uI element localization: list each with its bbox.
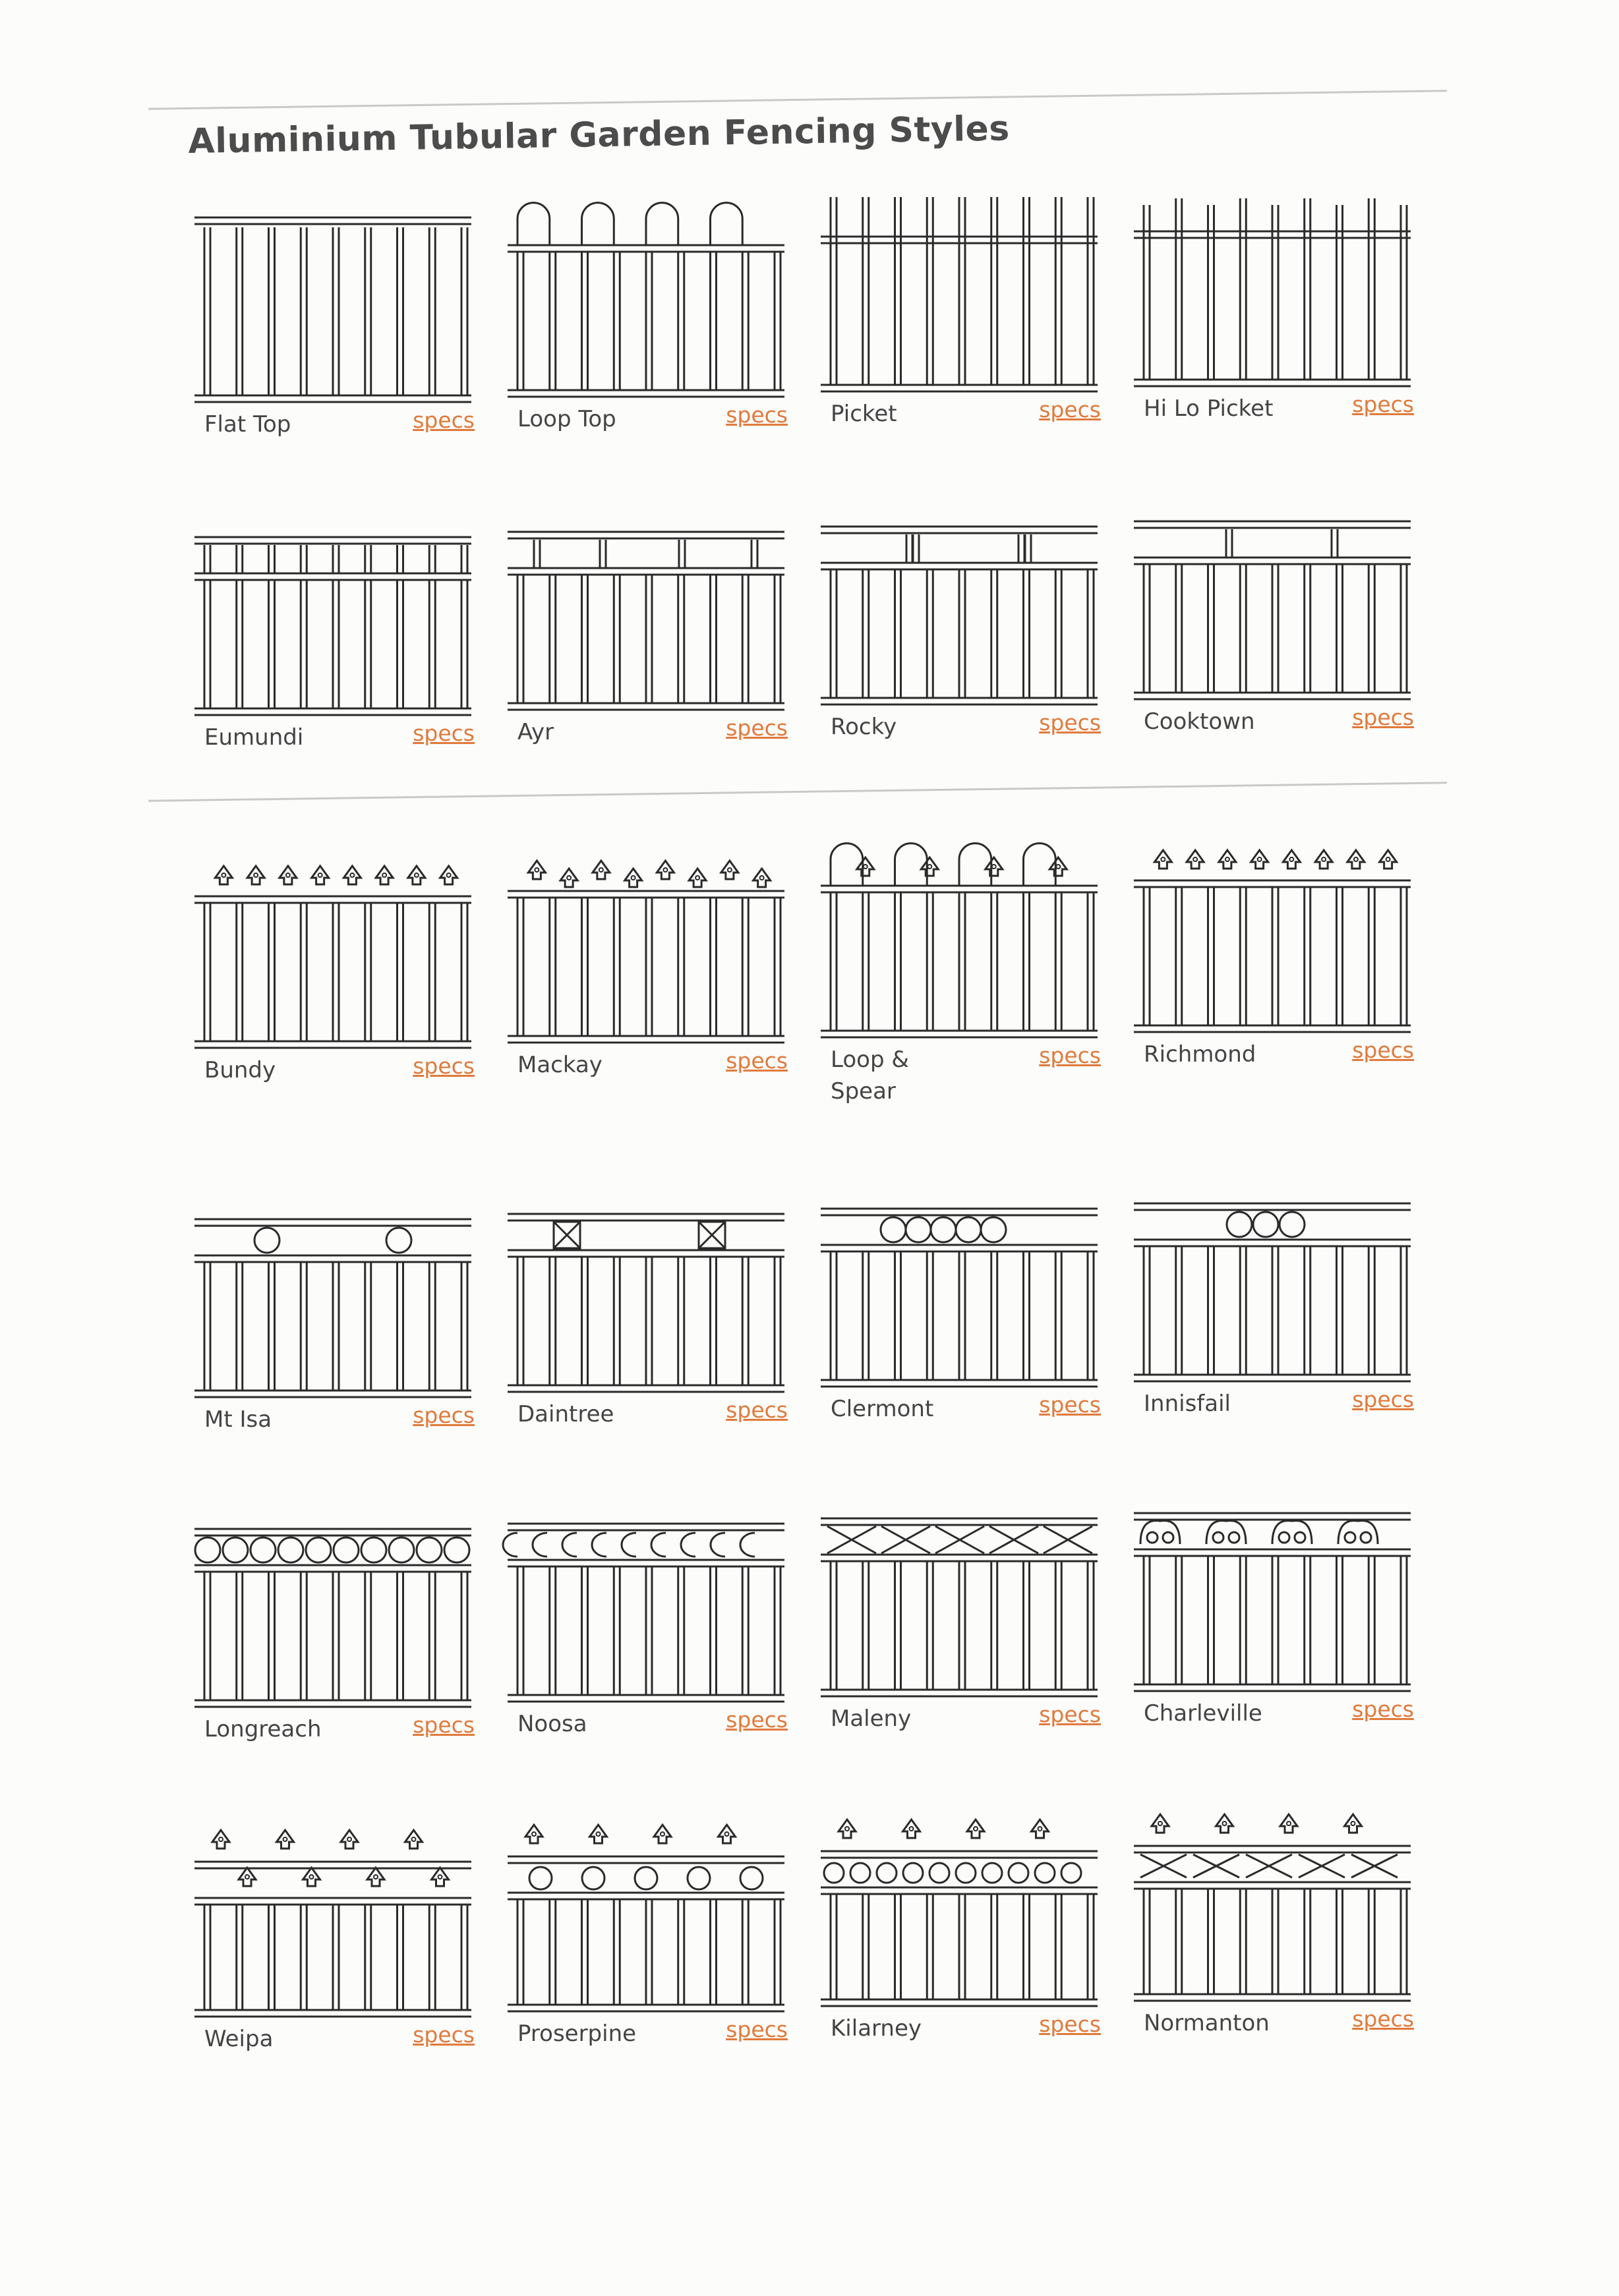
fence-style-name: Weipa	[204, 2026, 274, 2052]
specs-link[interactable]: specs	[1039, 1702, 1101, 1727]
mt-isa-icon	[191, 1186, 475, 1397]
fence-style-card	[191, 504, 481, 788]
hi-lo-picket-icon	[1131, 175, 1414, 386]
fence-style-card	[1131, 175, 1421, 459]
weipa-icon	[191, 1806, 475, 2017]
fence-style-name: Normanton	[1144, 2010, 1270, 2036]
fence-style-name: Bundy	[204, 1057, 276, 1083]
specs-link[interactable]: specs	[1039, 1043, 1101, 1068]
fence-style-name: Picket	[831, 401, 897, 427]
fence-style-card	[504, 499, 794, 782]
clermont-icon	[817, 1176, 1101, 1387]
specs-link[interactable]: specs	[413, 407, 475, 433]
specs-link[interactable]: specs	[1352, 2006, 1414, 2032]
fence-style-card	[191, 837, 481, 1120]
fence-style-name: Kilarney	[831, 2015, 922, 2042]
fence-style-card	[504, 1181, 794, 1464]
fence-style-name: Cooktown	[1144, 708, 1255, 735]
specs-link[interactable]: specs	[1039, 1392, 1101, 1418]
specs-link[interactable]: specs	[726, 715, 788, 741]
fence-style-name: Innisfail	[1144, 1391, 1231, 1417]
fence-style-card	[1131, 1790, 1421, 2073]
specs-link[interactable]: specs	[413, 1053, 475, 1079]
specs-link[interactable]: specs	[1352, 1387, 1414, 1412]
fence-style-card	[1131, 821, 1421, 1105]
specs-link[interactable]: specs	[1352, 391, 1414, 417]
specs-link[interactable]: specs	[413, 2022, 475, 2048]
fence-style-card	[817, 181, 1107, 464]
fence-style-name: Loop Top	[517, 406, 616, 432]
fence-style-card	[1131, 488, 1421, 772]
rocky-icon	[817, 494, 1101, 704]
innisfail-icon	[1131, 1170, 1414, 1381]
fence-style-name: Rocky	[831, 714, 897, 740]
ayr-icon	[504, 499, 788, 710]
specs-link[interactable]: specs	[1039, 397, 1101, 422]
fence-style-card	[817, 1795, 1107, 2079]
fence-style-card	[817, 826, 1107, 1110]
specs-link[interactable]: specs	[413, 1402, 475, 1428]
specs-link[interactable]: specs	[726, 402, 788, 428]
specs-link[interactable]: specs	[413, 1712, 475, 1738]
richmond-icon	[1131, 821, 1414, 1032]
fence-style-name: Mackay	[517, 1052, 603, 1078]
fence-style-card	[504, 832, 794, 1115]
eumundi-icon	[191, 504, 475, 715]
normanton-icon	[1131, 1790, 1414, 2001]
specs-link[interactable]: specs	[1039, 2011, 1101, 2037]
fence-style-name: Flat Top	[204, 411, 291, 438]
loop-spear-icon	[817, 826, 1101, 1037]
fence-style-card	[191, 1806, 481, 2089]
fence-style-card	[817, 1176, 1107, 1459]
fence-style-card	[504, 186, 794, 469]
fence-style-name: Loop & Spear	[831, 1047, 909, 1105]
cooktown-icon	[1131, 488, 1414, 699]
fence-style-card	[191, 191, 481, 474]
proserpine-icon	[504, 1800, 788, 2011]
fence-style-card	[191, 1186, 481, 1470]
picket-icon	[817, 181, 1101, 391]
fence-style-card	[191, 1496, 481, 1779]
fence-style-name: Longreach	[204, 1716, 322, 1742]
fence-style-name: Richmond	[1144, 1041, 1256, 1068]
fence-style-name: Daintree	[517, 1401, 614, 1427]
fence-style-card	[817, 494, 1107, 777]
bundy-icon	[191, 837, 475, 1048]
fence-style-name: Noosa	[517, 1711, 587, 1737]
fence-style-name: Ayr	[517, 719, 554, 745]
mackay-icon	[504, 832, 788, 1043]
fence-style-name: Clermont	[831, 1396, 934, 1422]
fence-style-card	[504, 1491, 794, 1774]
kilarney-icon	[817, 1795, 1101, 2006]
fence-style-card	[1131, 1480, 1421, 1764]
fence-style-card	[504, 1800, 794, 2084]
charleville-icon	[1131, 1480, 1414, 1691]
specs-link[interactable]: specs	[1352, 704, 1414, 730]
fence-style-name: Eumundi	[204, 724, 304, 751]
specs-link[interactable]: specs	[413, 720, 475, 746]
daintree-icon	[504, 1181, 788, 1392]
specs-link[interactable]: specs	[726, 2017, 788, 2042]
specs-link[interactable]: specs	[1039, 710, 1101, 735]
fence-style-name: Maleny	[831, 1706, 912, 1732]
specs-link[interactable]: specs	[1352, 1037, 1414, 1063]
loop-top-icon	[504, 186, 788, 397]
page-title: Aluminium Tubular Garden Fencing Styles	[188, 109, 1011, 161]
maleny-icon	[817, 1485, 1101, 1696]
specs-link[interactable]: specs	[1352, 1696, 1414, 1722]
fence-style-name: Proserpine	[517, 2021, 637, 2047]
flat-top-icon	[191, 191, 475, 402]
specs-link[interactable]: specs	[726, 1397, 788, 1423]
specs-link[interactable]: specs	[726, 1707, 788, 1733]
noosa-icon	[504, 1491, 788, 1702]
longreach-icon	[191, 1496, 475, 1707]
fence-style-card	[817, 1485, 1107, 1769]
fence-style-name: Mt Isa	[204, 1406, 272, 1433]
specs-link[interactable]: specs	[726, 1048, 788, 1074]
fence-style-card	[1131, 1170, 1421, 1454]
fence-style-name: Hi Lo Picket	[1144, 395, 1274, 422]
fence-style-name: Charleville	[1144, 1700, 1262, 1727]
